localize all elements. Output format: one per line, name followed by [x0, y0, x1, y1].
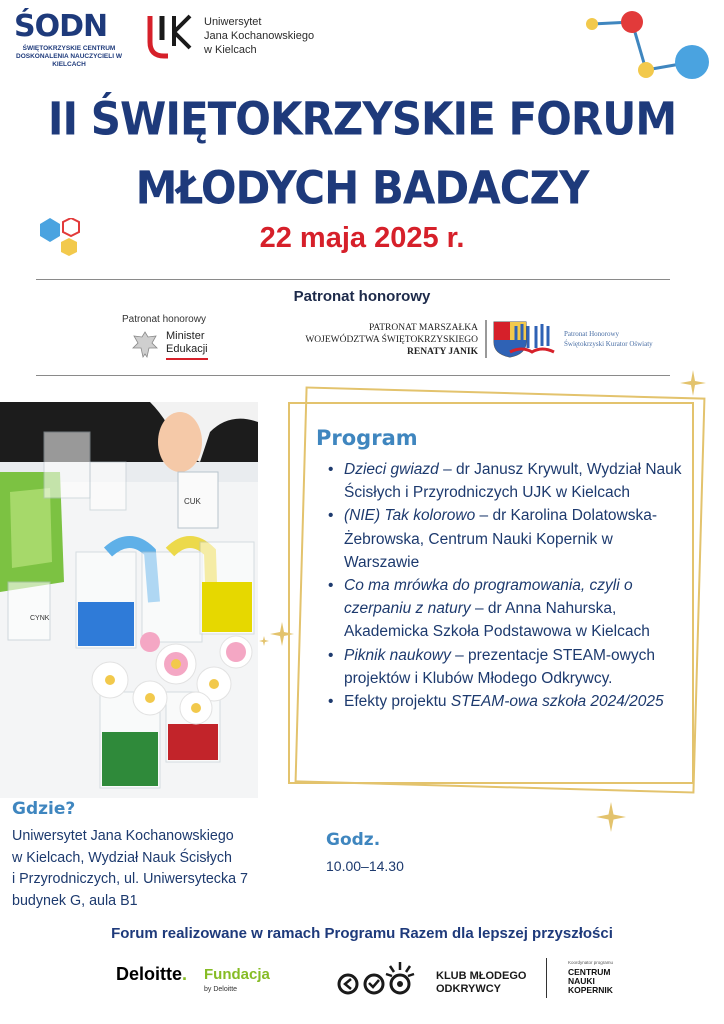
experiment-photo — [0, 402, 258, 798]
jar-label-cynk: CYNK — [30, 615, 50, 622]
ujk-logo — [146, 12, 314, 60]
sparkle-icon — [680, 370, 706, 396]
book-emblem-icon — [508, 322, 556, 356]
time-title: Godz. — [326, 830, 381, 850]
program-list — [326, 458, 686, 713]
program-item: • Efekty projektu STEAM-owa szkoła 2024/2025 — [326, 690, 686, 713]
sodn-logo-text: ŚWIĘTOKRZYSKIE CENTRUM DOSKONALENIA NAUCZYCIELI W KIELCACH — [16, 45, 122, 68]
ujk-logo-mark — [146, 12, 194, 60]
patronat-heading: Patronat honorowy — [293, 288, 431, 305]
fundacja-logo: Fundacja — [204, 966, 270, 983]
divider-bottom — [36, 375, 670, 376]
eagle-emblem-icon — [132, 330, 158, 360]
minister-patronat-label: Patronat honorowy — [122, 314, 206, 325]
divider-top — [36, 279, 670, 280]
event-date: 22 maja 2025 r. — [259, 222, 465, 254]
molecule-decoration-icon — [580, 8, 716, 88]
sodn-logo — [14, 9, 124, 69]
forum-footer-text: Forum realizowane w ramach Programu Razem dla lepszej przyszłości — [111, 925, 613, 942]
ujk-emblem-icon — [146, 12, 194, 60]
location-address: Uniwersytet Jana Kochanowskiego w Kielcach, Wydział Nauk Ścisłych i Przyrodniczych, ul. Uniwersytecka 7 budynek G, aula B1 — [12, 828, 248, 909]
program-item: • Dzieci gwiazd – dr Janusz Krywult, Wydział Nauk Ścisłych i Przyrodniczych UJK w Kielcach — [326, 458, 686, 504]
jar-label-cuk: CUK — [184, 497, 201, 506]
time-value: 10.00–14.30 — [326, 858, 404, 874]
program-item: • (NIE) Tak kolorowo – dr Karolina Dolatowska-Żebrowska, Centrum Nauki Kopernik w Warszawie — [326, 504, 686, 574]
program-title: Program — [316, 426, 418, 450]
ujk-logo-text: Uniwersytet Jana Kochanowskiego w Kielcach — [204, 16, 315, 56]
footer-divider — [546, 958, 547, 998]
sodn-logo-mark: ŚODN — [14, 9, 108, 44]
minister-edukacji-logo: Minister Edukacji — [132, 330, 208, 360]
marszalek-patronat: PATRONAT MARSZAŁKA WOJEWÓDZTWA ŚWIĘTOKRZYSKIEGO RENATY JANIK — [305, 323, 478, 357]
kopernik-logo: CENTRUM NAUKI KOPERNIK — [568, 967, 613, 995]
program-item: • Piknik naukowy – prezentacje STEAM-owych projektów i Klubów Młodego Odkrywcy. — [326, 644, 686, 690]
kurator-patronat: Patronat Honorowy Świętokrzyski Kurator Oświaty — [508, 322, 653, 356]
lab-experiment-illustration — [0, 402, 258, 798]
by-deloitte-text: by Deloitte — [204, 986, 238, 993]
kopernik-coordinator-label: Koordynator programu — [568, 960, 614, 965]
deloitte-logo: Deloitte. — [116, 964, 188, 984]
klub-mlodego-odkrywcy-icon — [336, 958, 432, 998]
page-title: II ŚWIĘTOKRZYSKIE FORUM MŁODYCH BADACZY — [47, 92, 677, 215]
sparkles-icon — [256, 620, 296, 650]
sparkle-bottom-icon — [596, 802, 626, 832]
location-title: Gdzie? — [12, 799, 76, 819]
klub-logo-text: KLUB MŁODEGO ODKRYWCY — [436, 970, 527, 995]
program-item: • Co ma mrówka do programowania, czyli o czerpaniu z natury – dr Anna Nahurska, Akademicka Szkoła Podstawowa w Kielcach — [326, 574, 686, 644]
